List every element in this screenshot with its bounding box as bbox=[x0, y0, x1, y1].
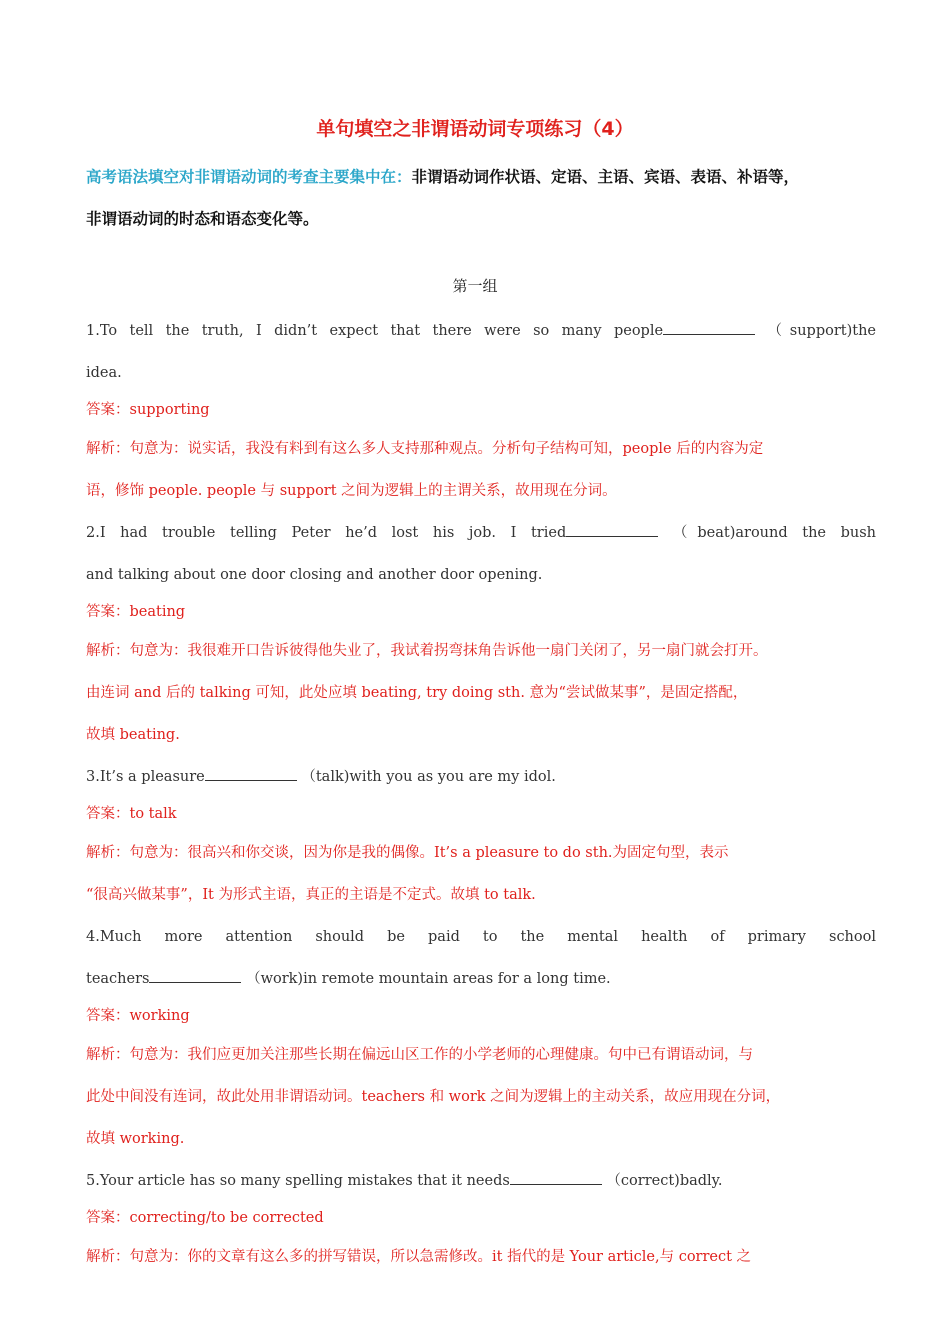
intro-line-2: 非谓语动词的时态和语态变化等。 bbox=[86, 210, 319, 228]
group-title: 第一组 bbox=[452, 277, 498, 295]
question-4-line-1: 4.Much more attention should be paid to the mental health of primary school bbox=[86, 929, 876, 945]
intro-highlight: 高考语法填空对非谓语动词的考查主要集中在： bbox=[86, 168, 412, 186]
answer-blank bbox=[205, 766, 297, 781]
question-text: （support)the bbox=[767, 323, 876, 339]
question-text: 2.I had trouble telling Peter he’d lost his job. I tried bbox=[86, 525, 567, 541]
intro-line1-rest: 非谓语动词作状语、定语、主语、宾语、表语、补语等， bbox=[411, 168, 800, 186]
answer-blank bbox=[510, 1170, 602, 1185]
intro-paragraph bbox=[86, 156, 876, 240]
explanation-1-line-2: 语，修饰 people. people 与 support 之间为逻辑上的主谓关系，故用现在分词。 bbox=[86, 483, 617, 499]
explanation-3-line-2: “很高兴做某事”，It 为形式主语，真正的主语是不定式。故填 to talk. bbox=[86, 887, 536, 903]
question-text: 3.It’s a pleasure bbox=[86, 769, 205, 785]
explanation-2-line-2: 由连词 and 后的 talking 可知，此处应填 beating, try doing sth. 意为“尝试做某事”，是固定搭配， bbox=[86, 685, 748, 701]
explanation-1-line-1: 解析：句意为：说实话，我没有料到有这么多人支持那种观点。分析句子结构可知，people 后的内容为定 bbox=[86, 441, 764, 457]
answer-5: 答案：correcting/to be corrected bbox=[86, 1210, 324, 1226]
question-text: （correct)badly. bbox=[606, 1173, 723, 1189]
answer-3: 答案：to talk bbox=[86, 806, 177, 822]
question-1-line-2: idea. bbox=[86, 365, 122, 381]
question-text: 1.To tell the truth, I didn’t expect that there were so many people bbox=[86, 323, 664, 339]
question-2-line-2: and talking about one door closing and another door opening. bbox=[86, 567, 543, 583]
answer-1: 答案：supporting bbox=[86, 402, 210, 418]
question-text: （talk)with you as you are my idol. bbox=[301, 769, 556, 785]
explanation-5-line-1: 解析：句意为：你的文章有这么多的拼写错误，所以急需修改。it 指代的是 Your article,与 correct 之 bbox=[86, 1249, 752, 1265]
answer-2: 答案：beating bbox=[86, 604, 186, 620]
question-text: （work)in remote mountain areas for a long time. bbox=[246, 971, 611, 987]
page-title: 单句填空之非谓语动词专项练习（4） bbox=[316, 118, 634, 140]
question-text: （beat)around the bush bbox=[672, 525, 877, 541]
question-3-line-1 bbox=[86, 756, 876, 798]
explanation-2-line-1: 解析：句意为：我很难开口告诉彼得他失业了，我试着拐弯抹角告诉他一扇门关闭了，另一扇门就会打开。 bbox=[86, 643, 768, 659]
answer-blank bbox=[566, 522, 658, 537]
question-1-line-1 bbox=[86, 310, 876, 352]
question-2-line-1 bbox=[86, 512, 876, 554]
explanation-4-line-2: 此处中间没有连词，故此处用非谓语动词。teachers 和 work 之间为逻辑上的主动关系，故应用现在分词， bbox=[86, 1089, 781, 1105]
explanation-3-line-1: 解析：句意为：很高兴和你交谈，因为你是我的偶像。It’s a pleasure to do sth.为固定句型，表示 bbox=[86, 845, 729, 861]
question-4-line-2 bbox=[86, 958, 876, 1000]
question-5-line-1 bbox=[86, 1160, 876, 1202]
answer-blank bbox=[663, 320, 755, 335]
explanation-4-line-1: 解析：句意为：我们应更加关注那些长期在偏远山区工作的小学老师的心理健康。句中已有谓语动词，与 bbox=[86, 1047, 753, 1063]
intro-line-1 bbox=[86, 156, 876, 198]
answer-blank bbox=[149, 968, 241, 983]
questions-list bbox=[86, 310, 876, 1278]
question-text: 5.Your article has so many spelling mistakes that it needs bbox=[86, 1173, 510, 1189]
explanation-4-line-3: 故填 working. bbox=[86, 1131, 185, 1147]
explanation-2-line-3: 故填 beating. bbox=[86, 727, 180, 743]
question-text: teachers bbox=[86, 971, 150, 987]
answer-4: 答案：working bbox=[86, 1008, 190, 1024]
